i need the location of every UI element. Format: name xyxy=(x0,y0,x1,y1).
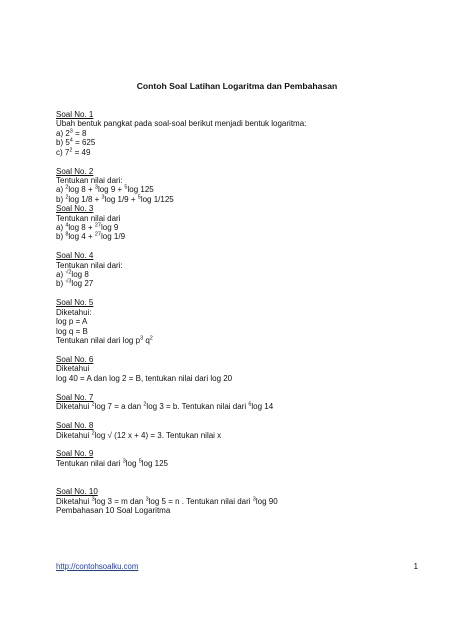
soal-9-heading: Soal No. 9 xyxy=(56,449,94,459)
soal-1-intro: Ubah bentuk pangkat pada soal-soal berikut menjadi bentuk logaritma: xyxy=(56,119,307,129)
soal-2-heading: Soal No. 2 xyxy=(56,166,94,176)
soal-3-a: a) $^4$log 8 + $^{27}$log 9 xyxy=(56,222,119,232)
soal-4-intro: Tentukan nilai dari: xyxy=(56,260,123,270)
soal-5-heading: Soal No. 5 xyxy=(56,298,94,308)
soal-4-b: b) $^{√3}$log 27 xyxy=(56,278,94,289)
soal-7-line: Diketahui $^2$log 7 = a dan $^2$log 3 = b. Tentukan nilai dari $^6$log 14 xyxy=(56,401,274,412)
pembahasan-link-text: Pembahasan 10 Soal Logaritma xyxy=(56,506,171,516)
soal-2-a: a) $^2$log 8 + $^3$log 9 + $^5$log 125 xyxy=(56,184,154,195)
soal-5-line-1: log p = A xyxy=(56,317,88,327)
soal-10-line: Diketahui $^3$log 3 = m dan $^3$log 5 = n . Tentukan nilai dari $^3$log 90 xyxy=(56,496,278,506)
soal-3-b: b) $^8$log 4 + $^{27}$log 1/9 xyxy=(56,231,126,242)
soal-1-a: a) $2^3 = 8$ xyxy=(56,128,87,138)
soal-9-line: Tentukan nilai dari $^3$log $^5$log 125 xyxy=(56,458,168,468)
page-footer xyxy=(56,562,418,571)
soal-5-intro: Diketahui: xyxy=(56,307,92,317)
soal-3-intro: Tentukan nilai dari xyxy=(56,213,121,223)
soal-4-heading: Soal No. 4 xyxy=(56,251,94,261)
soal-5-question: Tentukan nilai dari $\log p^3$ $q^2$ xyxy=(56,335,153,345)
soal-10-heading: Soal No. 10 xyxy=(56,487,98,497)
soal-1-b: b) $5^4 = 625$ xyxy=(56,137,96,148)
soal-1-heading: Soal No. 1 xyxy=(56,110,94,119)
soal-7-heading: Soal No. 7 xyxy=(56,392,94,402)
soal-4-a: a) $^{√2}$log 8 xyxy=(56,269,89,280)
soal-5-line-2: log q = B xyxy=(56,326,88,336)
page-title: Contoh Soal Latihan Logaritma dan Pembahasan xyxy=(136,81,338,91)
soal-1-c: c) $7^2 = 49$ xyxy=(56,146,91,157)
page-number: 1 xyxy=(413,562,418,571)
soal-3-heading: Soal No. 3 xyxy=(56,204,94,214)
soal-2-intro: Tentukan nilai dari: xyxy=(56,175,123,185)
footer-website-link[interactable]: http://contohsoalku.com xyxy=(56,562,139,571)
soal-6-heading: Soal No. 6 xyxy=(56,354,94,364)
soal-6-line: log 40 = A dan log 2 = B, tentukan nilai dari log 20 xyxy=(56,373,233,383)
document-body xyxy=(56,110,436,515)
soal-8-heading: Soal No. 8 xyxy=(56,421,94,431)
soal-6-intro: Diketahui xyxy=(56,364,90,374)
soal-2-b: b) $^2$log 1/8 + $^3$log 1/9 + $^5$log 1/125 xyxy=(56,194,174,204)
soal-8-line: Diketahui $^2$log √ (12 x + 4) = 3. Tentukan nilai x xyxy=(56,429,222,440)
